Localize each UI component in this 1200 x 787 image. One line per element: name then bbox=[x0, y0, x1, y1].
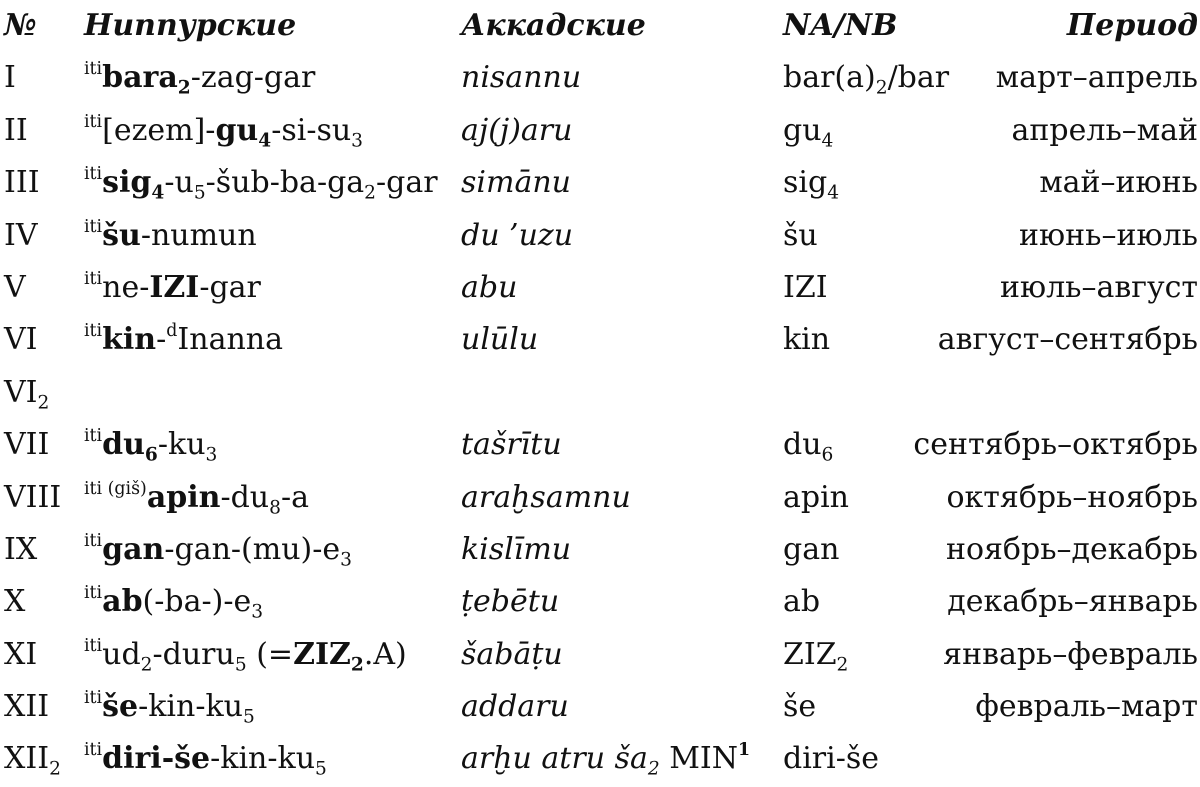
cell-na-nb-segment: ZIZ bbox=[783, 636, 837, 672]
cell-akkad bbox=[461, 681, 569, 733]
header-period: Период bbox=[1066, 8, 1198, 43]
cell-na-nb bbox=[783, 629, 848, 681]
cell-na-nb-segment: du bbox=[783, 427, 822, 463]
cell-period: ноябрь–декабрь bbox=[945, 531, 1198, 567]
cell-nippur-segment: -u bbox=[164, 165, 194, 201]
cell-na-nb-segment: šu bbox=[783, 217, 818, 253]
cell-period: июнь–июль bbox=[1019, 217, 1198, 253]
cell-na-nb-segment: 2 bbox=[875, 77, 888, 99]
cell-nippur-segment: ab bbox=[102, 584, 143, 620]
cell-number bbox=[4, 681, 49, 733]
cell-number bbox=[4, 262, 26, 314]
cell-na-nb bbox=[783, 733, 879, 785]
cell-period: октябрь–ноябрь bbox=[946, 479, 1198, 515]
cell-nippur-segment: iti bbox=[84, 740, 103, 761]
cell-nippur-segment: diri-še bbox=[102, 741, 211, 777]
cell-nippur-segment: d bbox=[166, 321, 178, 342]
cell-nippur-segment: -gar bbox=[199, 269, 261, 305]
cell-na-nb-segment: IZI bbox=[783, 269, 828, 305]
cell-nippur-segment: 8 bbox=[269, 497, 281, 519]
cell-nippur bbox=[84, 733, 327, 785]
table-row bbox=[0, 262, 1200, 314]
cell-nippur bbox=[84, 629, 407, 681]
cell-akkad-segment: tašrītu bbox=[461, 427, 562, 463]
cell-nippur bbox=[84, 210, 257, 262]
cell-akkad bbox=[461, 733, 750, 785]
cell-akkad-segment: araḫsamnu bbox=[461, 479, 631, 515]
cell-na-nb-segment: diri-še bbox=[783, 741, 880, 777]
cell-nippur-segment: -zag-gar bbox=[190, 60, 316, 96]
cell-akkad bbox=[461, 157, 571, 209]
cell-nippur-segment: 5 bbox=[242, 706, 255, 728]
cell-number bbox=[4, 576, 25, 628]
cell-nippur-segment: še bbox=[102, 689, 139, 725]
header-na-nb: NA/NB bbox=[783, 8, 898, 43]
cell-nippur-segment: (-ba-)-e bbox=[142, 584, 252, 620]
cell-nippur bbox=[84, 576, 263, 628]
cell-akkad-segment: kislīmu bbox=[461, 531, 572, 567]
cell-nippur-segment: iti bbox=[84, 164, 103, 185]
cell-number-segment: VIII bbox=[4, 479, 62, 515]
cell-nippur-segment: 3 bbox=[205, 444, 218, 466]
cell-akkad bbox=[461, 419, 562, 471]
cell-nippur bbox=[84, 472, 309, 524]
cell-nippur-segment: kin bbox=[102, 322, 157, 358]
cell-number-segment: VI bbox=[4, 374, 38, 410]
cell-period: январь–февраль bbox=[943, 636, 1198, 672]
cell-nippur-segment: iti bbox=[84, 111, 103, 132]
cell-nippur-segment: gu bbox=[215, 112, 259, 148]
cell-nippur bbox=[84, 157, 438, 209]
cell-number-segment: 2 bbox=[37, 392, 50, 414]
cell-akkad-segment: arḫu atru ša bbox=[461, 741, 648, 777]
header-number: № bbox=[4, 8, 37, 43]
cell-nippur-segment: -duru bbox=[152, 636, 235, 672]
cell-na-nb-segment: sig bbox=[783, 165, 828, 201]
cell-nippur bbox=[84, 681, 255, 733]
cell-na-nb bbox=[783, 314, 830, 366]
cell-na-nb-segment: gu bbox=[783, 112, 822, 148]
cell-nippur bbox=[84, 314, 283, 366]
cell-na-nb-segment: gan bbox=[783, 531, 840, 567]
cell-nippur bbox=[84, 262, 261, 314]
cell-nippur-segment: apin bbox=[146, 479, 221, 515]
cell-akkad-segment: simānu bbox=[461, 165, 571, 201]
cell-na-nb bbox=[783, 419, 833, 471]
header-nippur: Ниппурские bbox=[84, 8, 297, 43]
cell-number bbox=[4, 367, 49, 419]
cell-nippur-segment: 5 bbox=[315, 758, 327, 780]
table-header-row bbox=[0, 0, 1200, 52]
cell-na-nb-segment: /bar bbox=[887, 60, 950, 96]
cell-nippur-segment: IZI bbox=[149, 269, 200, 305]
cell-na-nb-segment: 6 bbox=[821, 444, 834, 466]
cell-na-nb bbox=[783, 681, 816, 733]
cell-number bbox=[4, 629, 37, 681]
cell-akkad-segment: abu bbox=[461, 269, 518, 305]
cell-nippur-segment: iti bbox=[84, 268, 103, 289]
cell-na-nb-segment: 2 bbox=[836, 654, 849, 676]
cell-period: май–июнь bbox=[1039, 165, 1198, 201]
cell-nippur-segment: gan bbox=[102, 531, 165, 567]
cell-akkad-segment: 2 bbox=[647, 758, 660, 780]
cell-akkad bbox=[461, 524, 571, 576]
cell-nippur-segment: 2 bbox=[350, 654, 364, 676]
table-row bbox=[0, 157, 1200, 209]
cell-nippur-segment: (= bbox=[246, 636, 294, 672]
cell-nippur-segment: iti bbox=[84, 321, 103, 342]
table-row bbox=[0, 733, 1200, 785]
cell-number bbox=[4, 524, 37, 576]
cell-nippur-segment: -du bbox=[220, 479, 270, 515]
cell-period: декабрь–январь bbox=[947, 584, 1198, 620]
cell-na-nb-segment: kin bbox=[783, 322, 831, 358]
cell-nippur-segment: -šub-ba-ga bbox=[205, 165, 365, 201]
cell-period: июль–август bbox=[999, 269, 1198, 305]
cell-period: март–апрель bbox=[995, 60, 1198, 96]
cell-akkad-segment: du ’uzu bbox=[461, 217, 574, 253]
cell-number bbox=[4, 419, 49, 471]
cell-number-segment: I bbox=[4, 60, 16, 96]
cell-na-nb-segment: 4 bbox=[827, 182, 840, 204]
table-row bbox=[0, 472, 1200, 524]
cell-akkad bbox=[461, 576, 559, 628]
cell-nippur-segment: [ezem]- bbox=[102, 112, 216, 148]
cell-na-nb-segment: apin bbox=[783, 479, 850, 515]
cell-na-nb bbox=[783, 105, 833, 157]
cell-nippur bbox=[84, 419, 217, 471]
cell-nippur-segment: iti (giš) bbox=[84, 478, 147, 499]
cell-period: август–сентябрь bbox=[937, 322, 1198, 358]
cell-nippur-segment: ne- bbox=[102, 269, 150, 305]
cell-nippur-segment: 2 bbox=[364, 182, 377, 204]
cell-akkad bbox=[461, 314, 538, 366]
cell-akkad bbox=[461, 472, 631, 524]
cell-na-nb-segment: ab bbox=[783, 584, 821, 620]
cell-nippur-segment: 5 bbox=[234, 654, 247, 676]
cell-akkad bbox=[461, 262, 517, 314]
cell-nippur-segment: ud bbox=[102, 636, 141, 672]
cell-number bbox=[4, 314, 38, 366]
cell-number bbox=[4, 157, 40, 209]
cell-nippur-segment: iti bbox=[84, 216, 103, 237]
cell-akkad-segment: ulūlu bbox=[461, 322, 539, 358]
table-row bbox=[0, 419, 1200, 471]
cell-nippur-segment: -si-su bbox=[271, 112, 352, 148]
cell-nippur-segment: šu bbox=[102, 217, 141, 253]
cell-na-nb bbox=[783, 262, 828, 314]
cell-nippur-segment: iti bbox=[84, 635, 103, 656]
cell-na-nb-segment: še bbox=[783, 689, 817, 725]
cell-number-segment: III bbox=[4, 165, 40, 201]
cell-nippur-segment: iti bbox=[84, 426, 103, 447]
cell-number bbox=[4, 105, 28, 157]
cell-nippur-segment: sig bbox=[102, 165, 152, 201]
cell-na-nb bbox=[783, 157, 839, 209]
cell-period: апрель–май bbox=[1011, 112, 1198, 148]
cell-number-segment: II bbox=[4, 112, 28, 148]
cell-period: сентябрь–октябрь bbox=[913, 427, 1198, 463]
cell-number-segment: VI bbox=[4, 322, 38, 358]
cell-number bbox=[4, 472, 61, 524]
cell-nippur-segment: iti bbox=[84, 59, 103, 80]
cell-number-segment: IX bbox=[4, 531, 38, 567]
cell-na-nb-segment: 4 bbox=[821, 130, 834, 152]
cell-akkad-segment: šabāṭu bbox=[461, 636, 563, 672]
cell-period: февраль–март bbox=[975, 689, 1198, 725]
cell-na-nb bbox=[783, 52, 949, 104]
cell-akkad-segment: MIN bbox=[659, 741, 739, 777]
table-row bbox=[0, 105, 1200, 157]
cell-number-segment: X bbox=[4, 584, 26, 620]
cell-nippur-segment: bara bbox=[102, 60, 178, 96]
cell-akkad bbox=[461, 629, 563, 681]
cell-akkad-segment: 1 bbox=[738, 740, 751, 761]
table-row bbox=[0, 524, 1200, 576]
cell-nippur-segment: -gar bbox=[376, 165, 438, 201]
cell-number-segment: 2 bbox=[49, 758, 61, 780]
cell-akkad bbox=[461, 105, 572, 157]
cell-nippur bbox=[84, 105, 363, 157]
cell-akkad-segment: nisannu bbox=[461, 60, 582, 96]
cell-nippur-segment: iti bbox=[84, 688, 103, 709]
cell-nippur-segment: -kin-ku bbox=[138, 689, 243, 725]
table-row bbox=[0, 367, 1200, 419]
cell-number bbox=[4, 52, 16, 104]
table-row bbox=[0, 576, 1200, 628]
cell-nippur-segment: iti bbox=[84, 583, 103, 604]
cell-nippur-segment: 2 bbox=[177, 77, 191, 99]
table-row bbox=[0, 52, 1200, 104]
cell-nippur-segment: ZIZ bbox=[293, 636, 351, 672]
cell-nippur-segment: 3 bbox=[340, 549, 352, 571]
cell-nippur bbox=[84, 52, 315, 104]
table-body bbox=[0, 52, 1200, 785]
cell-nippur-segment: - bbox=[156, 322, 167, 358]
cell-akkad bbox=[461, 52, 581, 104]
cell-akkad bbox=[461, 210, 573, 262]
cell-nippur-segment: 4 bbox=[258, 130, 272, 152]
cell-number-segment: IV bbox=[4, 217, 38, 253]
cell-nippur-segment: du bbox=[102, 427, 145, 463]
cell-na-nb bbox=[783, 210, 818, 262]
cell-nippur-segment: -ku bbox=[157, 427, 206, 463]
cell-number bbox=[4, 210, 38, 262]
cell-number-segment: XI bbox=[4, 636, 38, 672]
cell-number bbox=[4, 733, 61, 785]
cell-nippur-segment: 6 bbox=[144, 444, 158, 466]
cell-na-nb bbox=[783, 472, 849, 524]
cell-number-segment: VII bbox=[4, 427, 50, 463]
cell-akkad-segment: aj(j)aru bbox=[461, 112, 573, 148]
cell-nippur-segment: -gan-(mu)-e bbox=[164, 531, 341, 567]
cell-nippur-segment: 5 bbox=[193, 182, 206, 204]
cell-nippur-segment: 3 bbox=[351, 130, 364, 152]
table-row bbox=[0, 629, 1200, 681]
cell-na-nb-segment: bar(a) bbox=[783, 60, 876, 96]
cell-na-nb bbox=[783, 576, 820, 628]
header-akkad: Аккадские bbox=[461, 8, 646, 43]
cell-nippur-segment: iti bbox=[84, 530, 103, 551]
cell-nippur-segment: 2 bbox=[140, 654, 153, 676]
table-row bbox=[0, 681, 1200, 733]
cell-nippur-segment: 4 bbox=[151, 182, 165, 204]
cell-nippur bbox=[84, 524, 352, 576]
cell-number-segment: XII bbox=[4, 689, 50, 725]
cell-nippur-segment: .A) bbox=[363, 636, 407, 672]
cell-number-segment: XII bbox=[4, 741, 50, 777]
table-row bbox=[0, 314, 1200, 366]
cell-akkad-segment: addaru bbox=[461, 689, 569, 725]
cell-na-nb bbox=[783, 524, 839, 576]
cell-nippur-segment: -a bbox=[280, 479, 310, 515]
table-row bbox=[0, 210, 1200, 262]
cell-number-segment: V bbox=[4, 269, 26, 305]
cell-nippur-segment: -kin-ku bbox=[210, 741, 316, 777]
cell-nippur-segment: 3 bbox=[251, 601, 264, 623]
cell-nippur-segment: -numun bbox=[140, 217, 257, 253]
cell-nippur-segment: Inanna bbox=[177, 322, 283, 358]
cell-akkad-segment: ṭebētu bbox=[461, 584, 560, 620]
